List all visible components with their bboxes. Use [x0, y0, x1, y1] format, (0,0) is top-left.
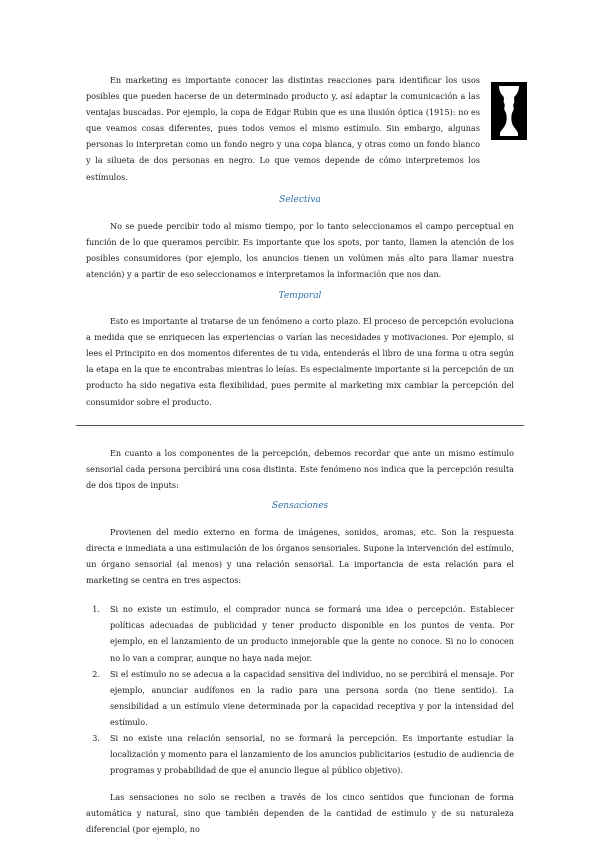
intro-section	[86, 72, 514, 185]
aspects-list	[86, 601, 514, 778]
final-paragraph: Las sensaciones no solo se reciben a través de los cinco sentidos que funcionan de forma automática y natural, sino que también dependen de la cantidad de estímulo y de su naturaleza diferencial (por ejemplo, no	[86, 792, 514, 835]
selectiva-paragraph: No se puede percibir todo al mismo tiempo, por lo tanto seleccionamos el campo perceptual en función de lo que queramos percibir. Es importante que los spots, por tanto, llamen la atención de los posibles consumidores (por ejemplo, los anuncios tienen un volúmen más alto para llamar nuestra atención) y a partir de eso seleccionamos e interpretamos la información que nos dan.	[86, 220, 514, 279]
sensaciones-paragraph: Provienen del medio externo en forma de imágenes, sonidos, aromas, etc. Son la respuesta directa e inmediata a una estimulación de los órganos sensoriales. Supone la intervención del estímulo, un órgano sensorial (al menos) y una relación sensorial. La importancia de esta relación para el marketing se centra en tres aspectos:	[86, 526, 514, 586]
rubin-vase-icon	[491, 82, 527, 140]
list-item-text: Si el estímulo no se adecua a la capacidad sensitiva del individuo, no se percibirá el mensaje. Por ejemplo, anunciar audífonos en la radio para una persona sorda (no tiene sentido). La sensibilidad a un estímulo viene determinada por la capacidad receptiva y por la intensidad del estímulo.	[110, 668, 514, 727]
heading-temporal: Temporal	[278, 291, 322, 302]
list-item	[92, 666, 514, 730]
list-item-number: 2.	[92, 668, 100, 679]
list-item-number: 1.	[92, 604, 100, 615]
list-item-text: Si no existe una relación sensorial, no se formará la percepción. Es importante estudiar la localización y momento para el lanzamiento de los anuncios publicitarios (estudio de audiencia de programas y probabilidad de que el anuncio llegue al público objetivo).	[110, 733, 514, 776]
section-divider	[76, 425, 524, 426]
list-item-text: Si no existe un estímulo, el comprador nunca se formará una idea o percepción. Establecer políticas adecuadas de publicidad y tener producto disponible en los puntos de venta. Por ejemplo, en el lanzamiento de un producto inmejorable que la gente no conoce. Si no lo conocen no lo van a comprar, aunque no haya nada mejor.	[110, 604, 514, 663]
intro-paragraph: En marketing es importante conocer las distintas reacciones para identificar los usos posibles que pueden hacerse de un determinado producto y, así adaptar la comunicación a las ventajas buscadas. Por ejemplo, la copa de Edgar Rubin que es una ilusión óptica (1915): no es que veamos cosas diferentes, pues todos vemos el mismo estímulo. Sin embargo, algunas personas lo interpretan como un fondo negro y una copa blanca, y otras como un fondo blanco y la silueta de dos personas en negro. Lo que vemos depende de cómo interpretemos los estímulos.	[86, 75, 480, 182]
list-item	[92, 601, 514, 665]
list-item-number: 3.	[92, 733, 100, 743]
componentes-paragraph: En cuanto a los componentes de la percepción, debemos recordar que ante un mismo estímulo sensorial cada persona percibirá una cosa distinta. Este fenómeno nos indica que la percepción resulta de dos tipos de inputs:	[86, 447, 514, 490]
heading-sensaciones: Sensaciones	[271, 500, 329, 511]
temporal-paragraph: Esto es importante al tratarse de un fenómeno a corto plazo. El proceso de percepción evoluciona a medida que se enriquecen las experiencias o varían las necesidades y motivaciones. Por ejemplo, si lees el Principito en dos momentos diferentes de tu vida, entenderás el libro de una forma u otra según la etapa en la que te encontrabas mientras lo leías. Es especialmente importante si la percepción de un producto ha sido negativa esta flexibilidad, pues permite al marketing mix cambiar la percepción del consumidor sobre el producto.	[86, 316, 514, 407]
page-content	[86, 72, 514, 838]
list-item	[92, 730, 514, 778]
heading-selectiva: Selectiva	[279, 194, 321, 205]
